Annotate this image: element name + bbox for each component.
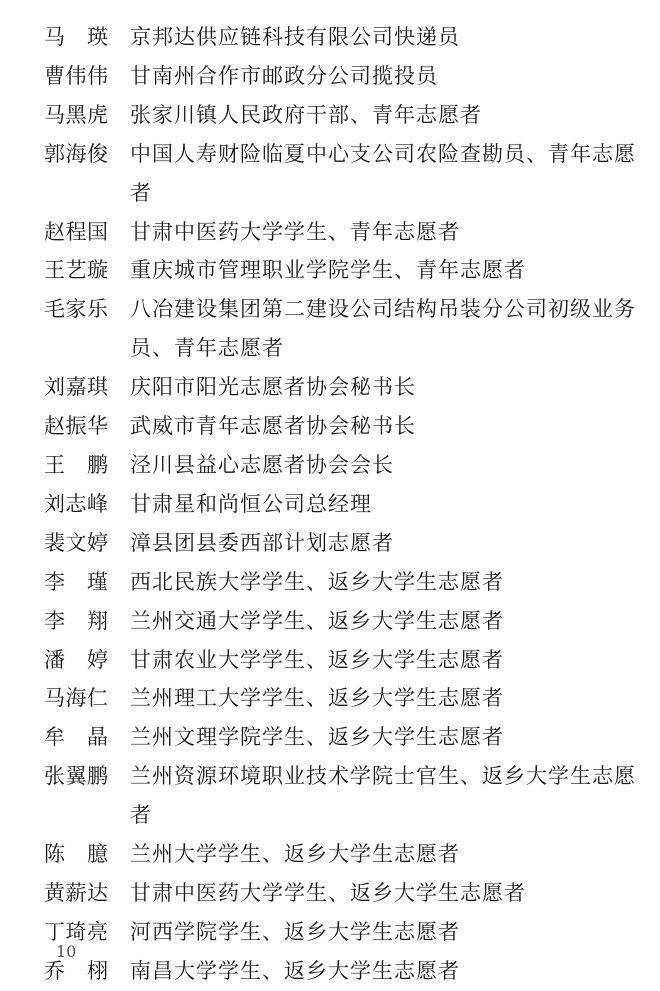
entry-name: 马黑虎 bbox=[44, 102, 109, 127]
entry-role: 京邦达供应链科技有限公司快递员 bbox=[130, 25, 460, 49]
entry-role: 西北民族大学学生、返乡大学生志愿者 bbox=[130, 569, 504, 594]
entry-role: 八冶建设集团第二建设公司结构吊装分公司初级业务员、青年志愿者 bbox=[130, 297, 636, 361]
entry-role: 兰州交通大学学生、返乡大学生志愿者 bbox=[130, 608, 504, 633]
entry-role: 兰州资源环境职业技术学院士官生、返乡大学生志愿者 bbox=[130, 764, 636, 828]
list-item bbox=[44, 913, 644, 952]
entry-name: 王艺璇 bbox=[44, 258, 109, 283]
entry-role: 甘南州合作市邮政分公司揽投员 bbox=[130, 63, 438, 88]
entry-role: 河西学院学生、返乡大学生志愿者 bbox=[130, 919, 460, 944]
entry-role: 兰州大学学生、返乡大学生志愿者 bbox=[130, 842, 460, 867]
entry-name: 陈 臆 bbox=[44, 842, 109, 867]
entry-role: 甘肃中医药大学学生、返乡大学生志愿者 bbox=[130, 880, 526, 905]
entry-name: 黄薪达 bbox=[44, 880, 109, 905]
entry-name: 张翼鹏 bbox=[44, 764, 109, 789]
entry-name: 乔 栩 bbox=[44, 958, 109, 983]
list-item bbox=[44, 952, 644, 991]
list-item bbox=[44, 485, 644, 524]
list-item bbox=[44, 18, 644, 57]
entry-name: 郭海俊 bbox=[44, 141, 109, 166]
entry-name: 裴文婷 bbox=[44, 530, 109, 555]
entry-name: 赵程国 bbox=[44, 219, 109, 244]
entry-role: 甘肃中医药大学学生、青年志愿者 bbox=[130, 219, 460, 244]
list-item bbox=[44, 602, 644, 641]
entry-name: 刘嘉琪 bbox=[44, 375, 109, 400]
list-item bbox=[44, 757, 644, 835]
list-item bbox=[44, 368, 644, 407]
list-item bbox=[44, 874, 644, 913]
page-number: 10 bbox=[56, 942, 77, 961]
list-item bbox=[44, 718, 644, 757]
entry-role: 武威市青年志愿者协会秘书长 bbox=[130, 414, 416, 439]
list-item bbox=[44, 679, 644, 718]
entry-role: 中国人寿财险临夏中心支公司农险查勘员、青年志愿者 bbox=[130, 141, 636, 205]
entry-name: 赵振华 bbox=[44, 414, 109, 439]
list-item bbox=[44, 563, 644, 602]
entry-role: 甘肃农业大学学生、返乡大学生志愿者 bbox=[130, 647, 504, 672]
entry-role: 张家川镇人民政府干部、青年志愿者 bbox=[130, 102, 482, 127]
list-item bbox=[44, 290, 644, 368]
list-item bbox=[44, 835, 644, 874]
honoree-list bbox=[44, 18, 644, 991]
list-item bbox=[44, 251, 644, 290]
list-item bbox=[44, 135, 644, 213]
entry-role: 兰州文理学院学生、返乡大学生志愿者 bbox=[130, 725, 504, 750]
entry-name: 马海仁 bbox=[44, 686, 109, 711]
entry-name: 刘志峰 bbox=[44, 491, 109, 516]
list-item bbox=[44, 96, 644, 135]
list-item bbox=[44, 524, 644, 563]
list-item bbox=[44, 407, 644, 446]
entry-role: 甘肃星和尚恒公司总经理 bbox=[130, 491, 372, 516]
entry-role: 漳县团县委西部计划志愿者 bbox=[130, 530, 394, 555]
entry-name: 李 瑾 bbox=[44, 569, 109, 594]
entry-name: 马 瑛 bbox=[44, 25, 109, 49]
entry-name: 丁琦亮 bbox=[44, 919, 109, 944]
list-item bbox=[44, 213, 644, 252]
entry-name: 潘 婷 bbox=[44, 647, 109, 672]
entry-role: 南昌大学学生、返乡大学生志愿者 bbox=[130, 958, 460, 983]
list-item bbox=[44, 446, 644, 485]
entry-role: 庆阳市阳光志愿者协会秘书长 bbox=[130, 375, 416, 400]
entry-name: 毛家乐 bbox=[44, 297, 109, 322]
entry-role: 泾川县益心志愿者协会会长 bbox=[130, 452, 394, 477]
entry-name: 王 鹏 bbox=[44, 452, 109, 477]
list-item bbox=[44, 641, 644, 680]
entry-name: 李 翔 bbox=[44, 608, 109, 633]
entry-role: 兰州理工大学学生、返乡大学生志愿者 bbox=[130, 686, 504, 711]
list-item bbox=[44, 57, 644, 96]
entry-role: 重庆城市管理职业学院学生、青年志愿者 bbox=[130, 258, 526, 283]
entry-name: 牟 晶 bbox=[44, 725, 109, 750]
entry-name: 曹伟伟 bbox=[44, 63, 109, 88]
